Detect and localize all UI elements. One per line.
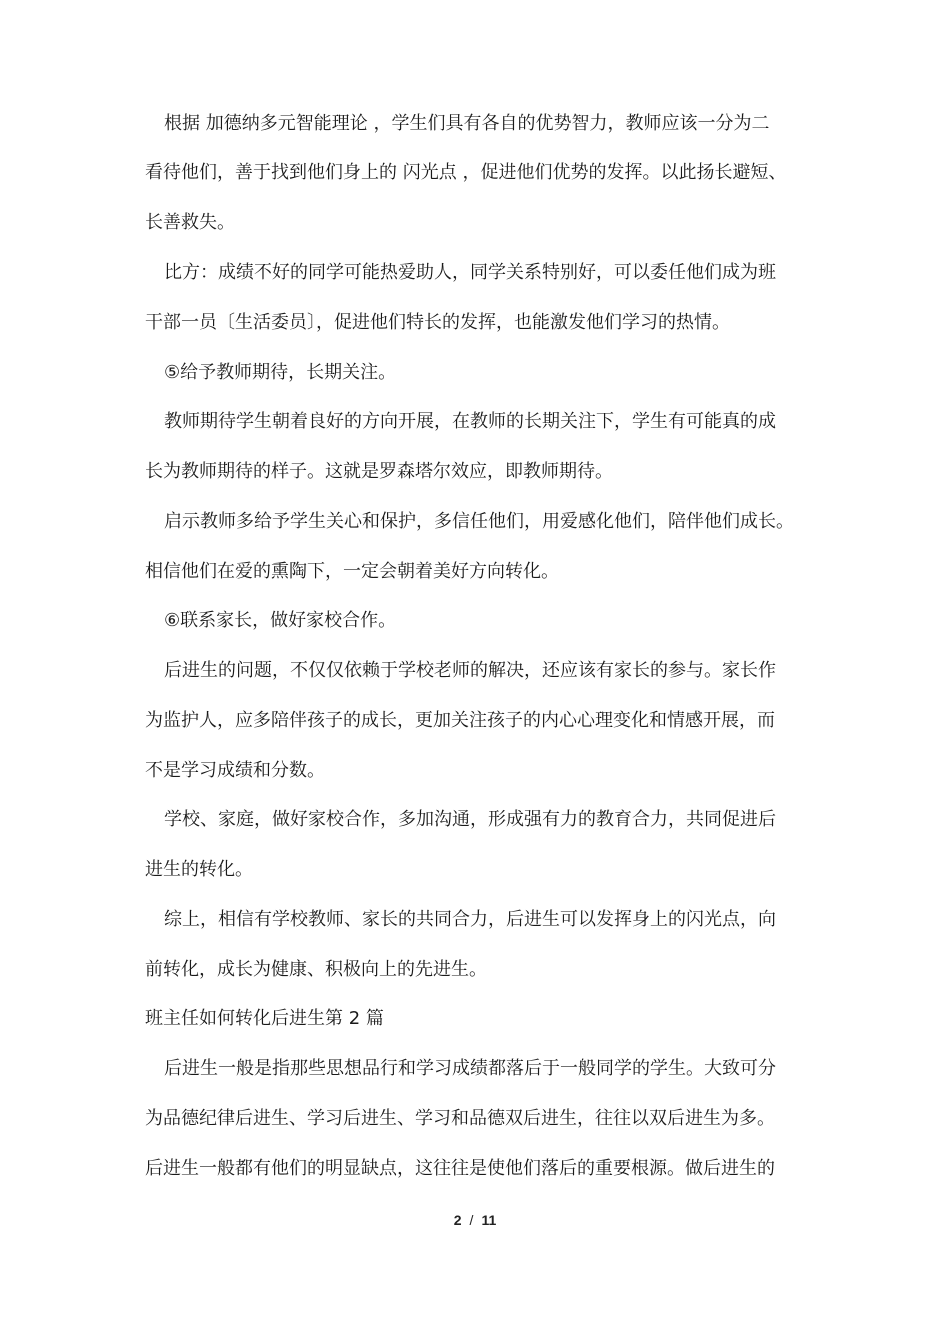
- section-item-heading: ⑤给予教师期待，长期关注。: [164, 362, 397, 383]
- paragraph-line: 后进生一般都有他们的明显缺点，这往往是使他们落后的重要根源。做后进生的: [145, 1158, 775, 1179]
- paragraph-line: 看待他们，善于找到他们身上的 闪光点 ，促进他们优势的发挥。以此扬长避短、: [145, 162, 787, 183]
- paragraph-line: 前转化，成长为健康、积极向上的先进生。: [145, 959, 487, 980]
- paragraph-line: 根据 加德纳多元智能理论 ，学生们具有各自的优势智力，教师应该一分为二: [164, 113, 770, 134]
- total-page-count: 11: [481, 1212, 497, 1228]
- current-page-number: 2: [453, 1212, 462, 1228]
- paragraph-line: 后进生的问题，不仅仅依赖于学校老师的解决，还应该有家长的参与。家长作: [164, 660, 776, 681]
- paragraph-line: 干部一员〔生活委员〕，促进他们特长的发挥，也能激发他们学习的热情。: [145, 312, 730, 333]
- paragraph-line: 为品德纪律后进生、学习后进生、学习和品德双后进生，往往以双后进生为多。: [145, 1108, 775, 1129]
- paragraph-line: 不是学习成绩和分数。: [145, 760, 325, 781]
- article-heading: 班主任如何转化后进生第 2 篇: [145, 1008, 384, 1029]
- paragraph-line: 后进生一般是指那些思想品行和学习成绩都落后于一般同学的学生。大致可分: [164, 1058, 776, 1079]
- paragraph-line: 进生的转化。: [145, 859, 253, 880]
- paragraph-line: 为监护人，应多陪伴孩子的成长，更加关注孩子的内心心理变化和情感开展，而: [145, 710, 775, 731]
- paragraph-line: 教师期待学生朝着良好的方向开展，在教师的长期关注下，学生有可能真的成: [164, 411, 776, 432]
- paragraph-line: 启示教师多给予学生关心和保护，多信任他们，用爱感化他们，陪伴他们成长。: [164, 511, 794, 532]
- paragraph-line: 长善救失。: [145, 212, 235, 233]
- page-separator: /: [469, 1212, 474, 1228]
- page-number-footer: [0, 1212, 950, 1228]
- paragraph-line: 长为教师期待的样子。这就是罗森塔尔效应，即教师期待。: [145, 461, 613, 482]
- section-item-heading: ⑥联系家长，做好家校合作。: [164, 610, 397, 631]
- paragraph-line: 综上，相信有学校教师、家长的共同合力，后进生可以发挥身上的闪光点，向: [164, 909, 776, 930]
- paragraph-line: 比方：成绩不好的同学可能热爱助人，同学关系特别好，可以委任他们成为班: [164, 262, 776, 283]
- paragraph-line: 相信他们在爱的熏陶下，一定会朝着美好方向转化。: [145, 561, 559, 582]
- paragraph-line: 学校、家庭，做好家校合作，多加沟通，形成强有力的教育合力，共同促进后: [164, 809, 776, 830]
